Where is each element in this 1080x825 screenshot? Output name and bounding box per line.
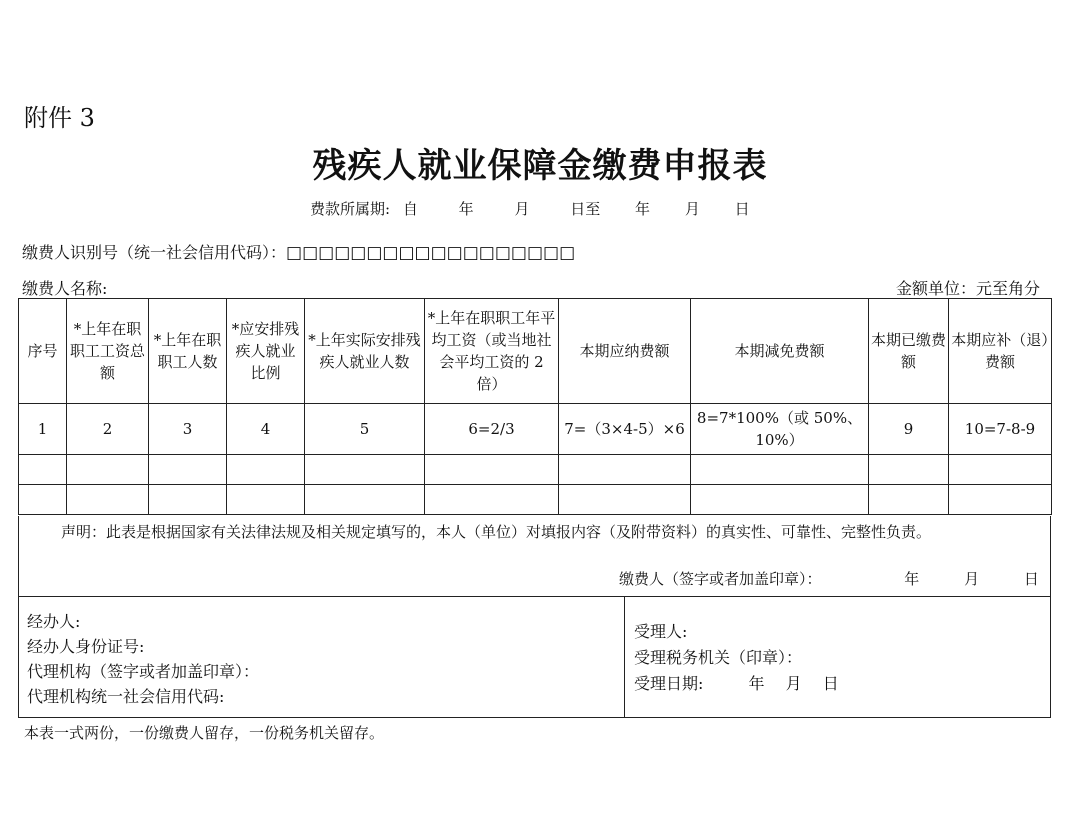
section-divider — [624, 597, 625, 717]
period-from: 自 — [402, 200, 418, 218]
header-cell: *上年实际安排残疾人就业人数 — [305, 299, 425, 404]
blank-cell[interactable] — [305, 485, 425, 515]
taxpayer-id-boxes[interactable]: □□□□□□□□□□□□□□□□□□ — [286, 243, 576, 263]
acceptance-date-label: 受理日期: — [634, 674, 704, 693]
blank-cell[interactable] — [949, 455, 1052, 485]
header-cell: 本期减免费额 — [691, 299, 869, 404]
header-cell: *上年在职职工年平均工资（或当地社会平均工资的 2 倍） — [425, 299, 559, 404]
signature-year: 年 — [904, 570, 920, 588]
taxpayer-id-row — [22, 240, 575, 263]
acceptance-month: 月 — [785, 674, 802, 693]
blank-cell[interactable] — [691, 455, 869, 485]
blank-cell[interactable] — [149, 455, 227, 485]
acceptance-block — [634, 619, 839, 697]
formula-cell: 9 — [869, 404, 949, 455]
blank-row — [19, 455, 1052, 485]
agency-code-field[interactable]: 代理机构统一社会信用代码: — [27, 687, 225, 706]
period-year-end: 年 — [635, 200, 651, 218]
agency-field[interactable]: 代理机构（签字或者加盖印章）： — [27, 662, 260, 681]
formula-cell: 8=7*100%（或 50%、10%） — [691, 404, 869, 455]
fee-period — [310, 198, 750, 219]
signature-day: 日 — [1023, 570, 1039, 588]
signature-month: 月 — [964, 570, 980, 588]
blank-cell[interactable] — [67, 455, 149, 485]
header-cell: *应安排残疾人就业比例 — [227, 299, 305, 404]
formula-row — [19, 404, 1052, 455]
declaration-section — [18, 516, 1051, 597]
period-day-end: 日 — [734, 200, 750, 218]
payer-signature-label: 缴费人（签字或者加盖印章）： — [619, 570, 822, 588]
blank-cell[interactable] — [869, 485, 949, 515]
blank-cell[interactable] — [149, 485, 227, 515]
formula-cell: 10=7-8-9 — [949, 404, 1052, 455]
period-label: 费款所属期: — [310, 200, 391, 218]
header-cell: 本期已缴费额 — [869, 299, 949, 404]
header-cell: *上年在职职工人数 — [149, 299, 227, 404]
form-title: 残疾人就业保障金缴费申报表 — [312, 146, 768, 186]
header-cell: 本期应补（退）费额 — [949, 299, 1052, 404]
table-header-row — [19, 299, 1052, 404]
period-year-start: 年 — [458, 200, 474, 218]
payer-name-label: 缴费人名称: — [22, 279, 108, 298]
acceptance-year: 年 — [748, 674, 765, 693]
blank-cell[interactable] — [869, 455, 949, 485]
formula-cell: 5 — [305, 404, 425, 455]
acceptance-day: 日 — [822, 674, 839, 693]
acceptance-date-field[interactable] — [634, 671, 839, 697]
period-month-end: 月 — [684, 200, 700, 218]
blank-cell[interactable] — [691, 485, 869, 515]
blank-cell[interactable] — [425, 485, 559, 515]
header-cell: 序号 — [19, 299, 67, 404]
blank-cell[interactable] — [19, 455, 67, 485]
blank-cell[interactable] — [227, 485, 305, 515]
header-cell: 本期应纳费额 — [559, 299, 691, 404]
period-day-to: 日至 — [570, 200, 601, 218]
formula-cell: 3 — [149, 404, 227, 455]
tax-office-field[interactable]: 受理税务机关（印章）： — [634, 648, 803, 667]
agent-acceptance-section — [18, 596, 1051, 718]
amount-unit: 金额单位：元至角分 — [895, 279, 1040, 298]
formula-cell: 2 — [67, 404, 149, 455]
formula-cell: 4 — [227, 404, 305, 455]
declaration-table — [18, 298, 1052, 515]
formula-cell: 6=2/3 — [425, 404, 559, 455]
taxpayer-id-label: 缴费人识别号（统一社会信用代码）： — [22, 243, 287, 262]
blank-cell[interactable] — [559, 485, 691, 515]
receiver-field[interactable]: 受理人: — [634, 622, 688, 641]
blank-row — [19, 485, 1052, 515]
payer-signature[interactable] — [619, 568, 1039, 589]
declaration-text: 声明：此表是根据国家有关法律法规及相关规定填写的，本人（单位）对填报内容（及附带资料）的真实性、可靠性、完整性负责。 — [61, 523, 932, 541]
formula-cell: 7=（3×4-5）×6 — [559, 404, 691, 455]
blank-cell[interactable] — [227, 455, 305, 485]
blank-cell[interactable] — [559, 455, 691, 485]
period-month-start: 月 — [514, 200, 530, 218]
footnote: 本表一式两份，一份缴费人留存，一份税务机关留存。 — [24, 724, 385, 742]
header-cell: *上年在职职工工资总额 — [67, 299, 149, 404]
blank-cell[interactable] — [425, 455, 559, 485]
formula-cell: 1 — [19, 404, 67, 455]
blank-cell[interactable] — [19, 485, 67, 515]
blank-cell[interactable] — [67, 485, 149, 515]
blank-cell[interactable] — [949, 485, 1052, 515]
handler-field[interactable]: 经办人: — [27, 612, 81, 631]
handler-id-field[interactable]: 经办人身份证号: — [27, 637, 145, 656]
blank-cell[interactable] — [305, 455, 425, 485]
agent-block — [27, 609, 259, 709]
attachment-label: 附件 3 — [24, 104, 95, 132]
